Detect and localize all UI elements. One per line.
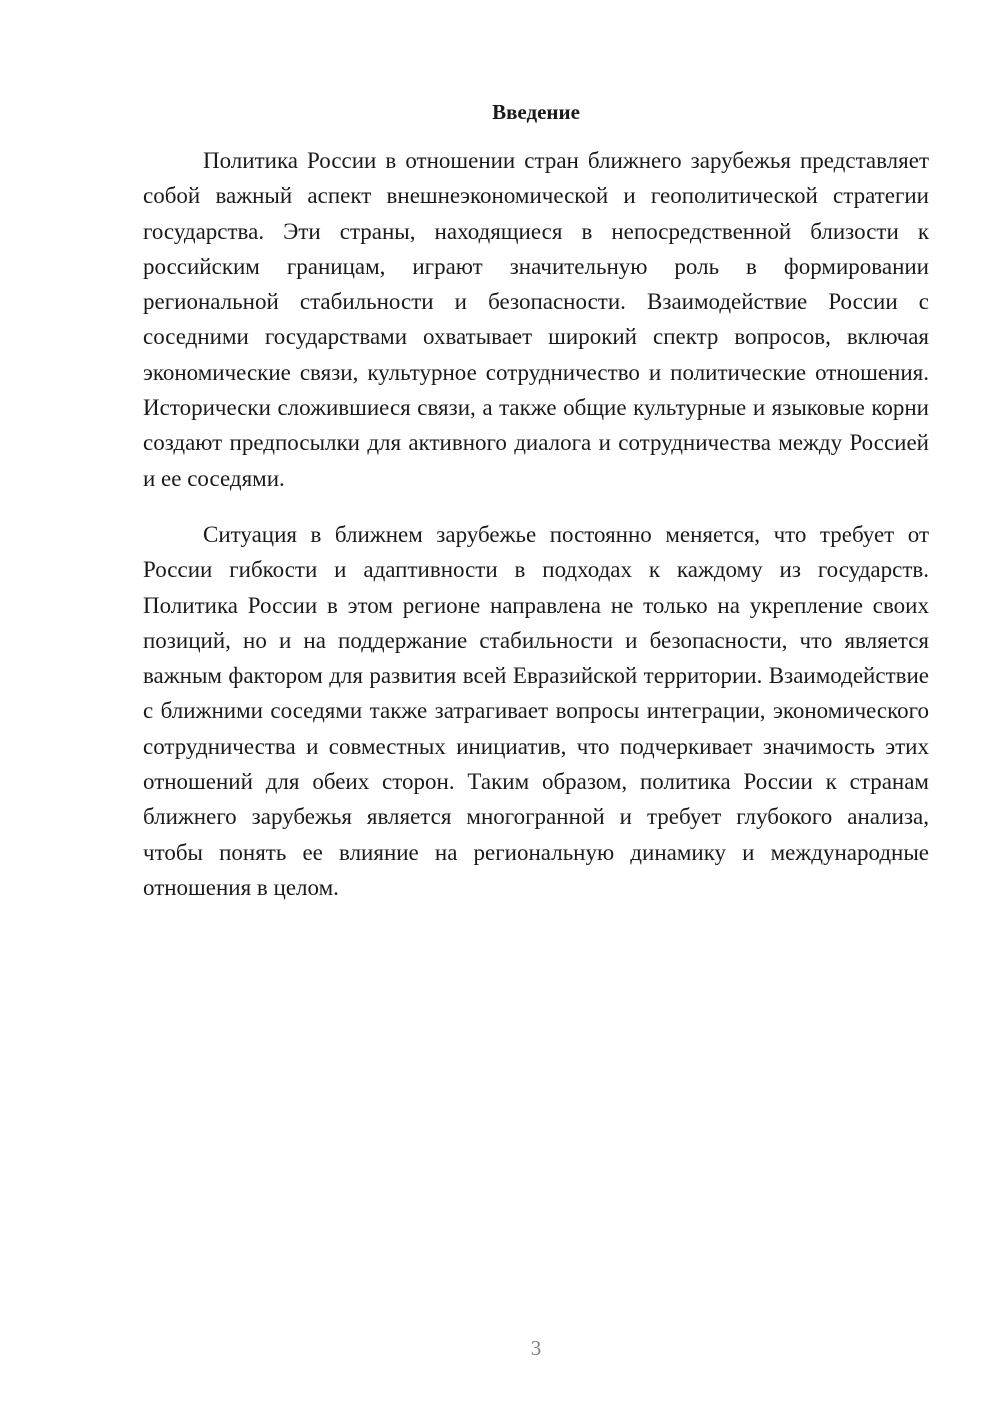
paragraph-1: Политика России в отношении стран ближнего зарубежья представляет собой важный аспект внешнеэкономической и геополитической стратегии государства. Эти страны, находящиеся в непосредственной близости к российским границам, играют значительную роль в формировании региональной стабильности и безопасности. Взаимодействие России с соседними государствами охватывает широкий спектр вопросов, включая экономические связи, культурное сотрудничество и политические отношения. Исторически сложившиеся связи, а также общие культурные и языковые корни создают предпосылки для активного диалога и сотрудничества между Россией и ее соседями. (143, 148, 929, 491)
paragraph-2: Ситуация в ближнем зарубежье постоянно меняется, что требует от России гибкости и адаптивности в подходах к каждому из государств. Политика России в этом регионе направлена не только на укрепление своих позиций, но и на поддержание стабильности и безопасности, что является важным фактором для развития всей Евразийской территории. Взаимодействие с ближними соседями также затрагивает вопросы интеграции, экономического сотрудничества и совместных инициатив, что подчеркивает значимость этих отношений для обеих сторон. Таким образом, политика России к странам ближнего зарубежья является многогранной и требует глубокого анализа, чтобы понять ее влияние на региональную динамику и международные отношения в целом. (143, 521, 929, 900)
body-text (143, 143, 929, 905)
section-heading: Введение (492, 100, 580, 124)
page-number: 3 (530, 1336, 542, 1360)
